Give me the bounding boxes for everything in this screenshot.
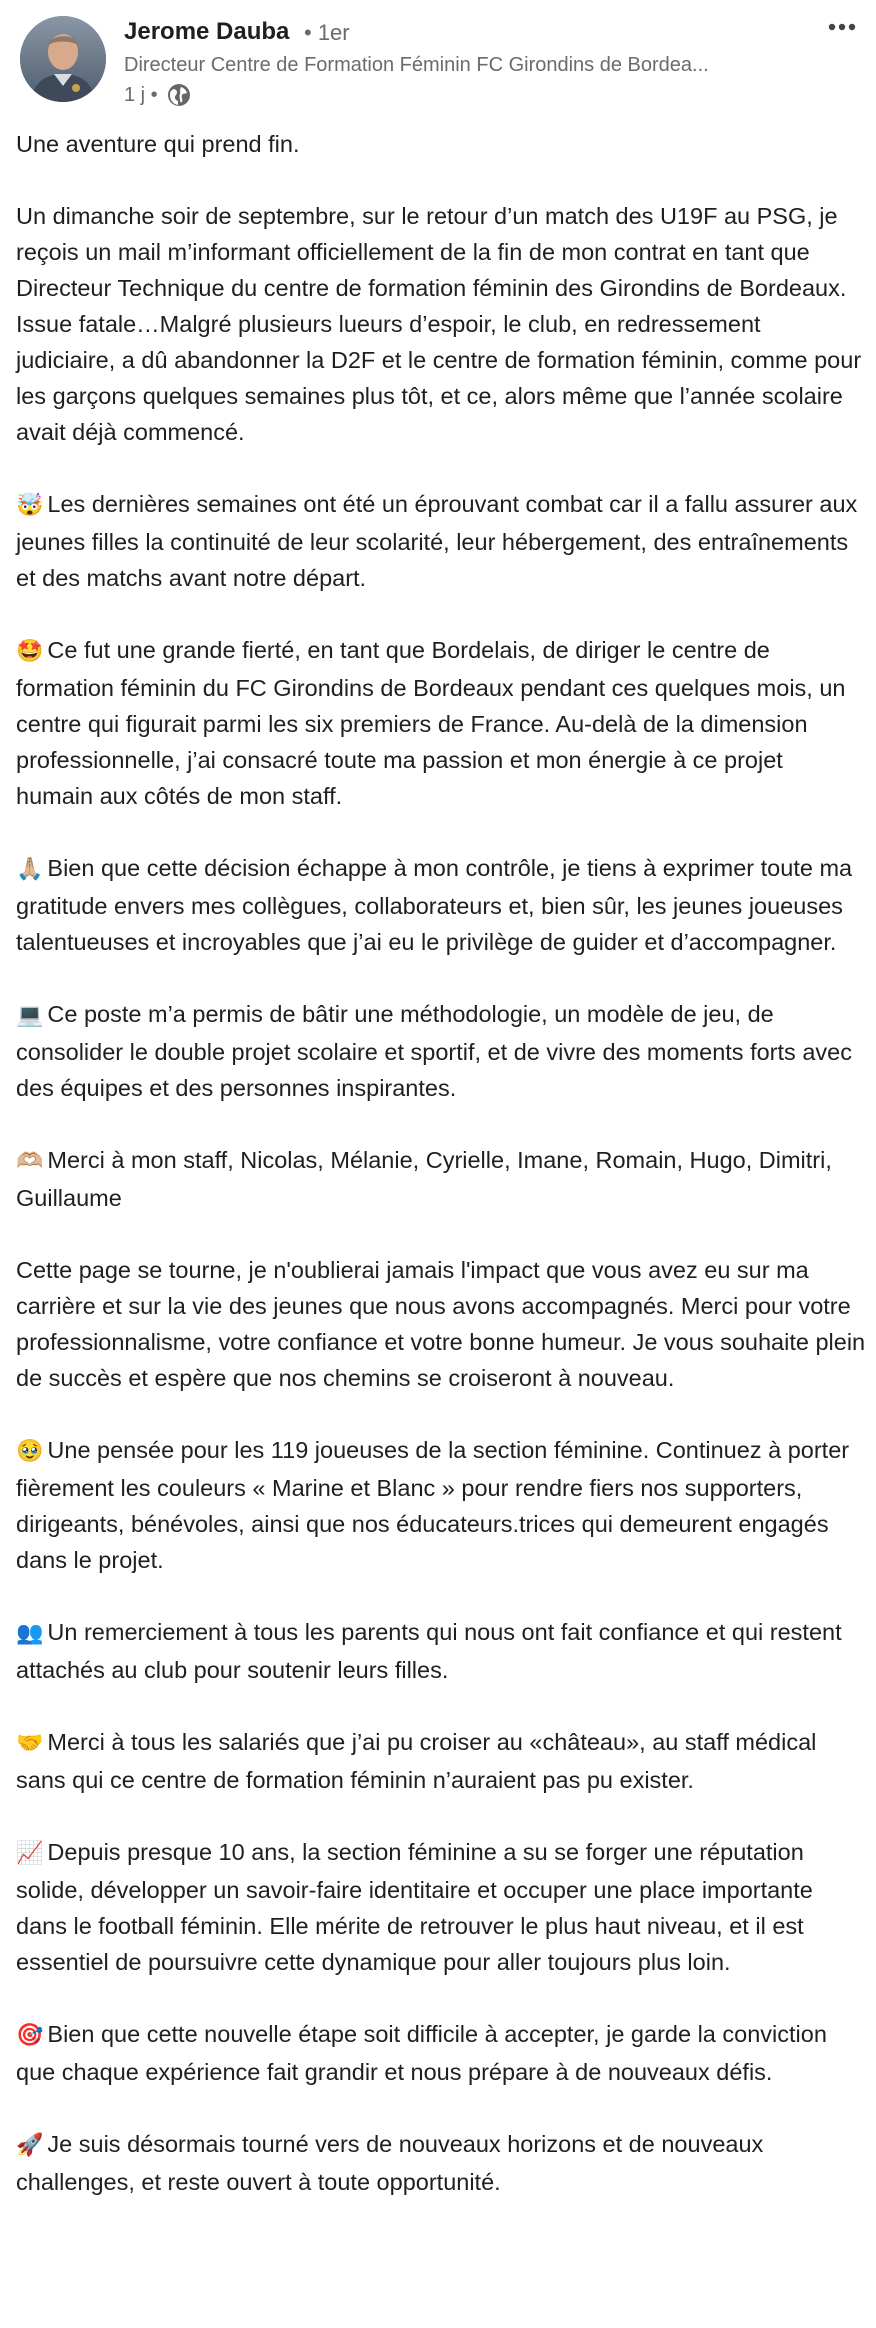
post-paragraph (16, 2126, 866, 2200)
post-paragraph (16, 198, 866, 450)
post-paragraph (16, 126, 866, 162)
connection-degree: • 1er (304, 20, 350, 45)
more-options-button[interactable] (822, 12, 862, 42)
chart-increasing-emoji-icon: 📈 (16, 1841, 44, 1866)
post-paragraph (16, 1614, 866, 1688)
praying-hands-emoji-icon: 🙏🏼 (16, 857, 44, 882)
avatar-photo-icon (20, 16, 106, 102)
holding-back-tears-emoji-icon: 🥹 (16, 1439, 44, 1464)
post-header (0, 0, 876, 120)
paragraph-text: Les dernières semaines ont été un éprouvant combat car il a fallu assurer aux jeunes filles la continuité de leur scolarité, leur hébergement, des entraînements et des matchs avant notre départ. (16, 491, 858, 591)
handshake-emoji-icon: 🤝 (16, 1731, 44, 1756)
post-body (16, 126, 866, 2200)
post-meta (124, 82, 192, 108)
paragraph-text: Ce poste m’a permis de bâtir une méthodologie, un modèle de jeu, de consolider le double projet scolaire et sportif, et de vivre des moments forts avec des équipes et des personnes inspirantes. (16, 1001, 852, 1101)
post-paragraph (16, 1432, 866, 1578)
people-emoji-icon: 👥 (16, 1621, 44, 1646)
author-headline: Directeur Centre de Formation Féminin FC Girondins de Bordea... (124, 54, 709, 76)
paragraph-text: Je suis désormais tourné vers de nouveaux horizons et de nouveaux challenges, et reste ouvert à toute opportunité. (16, 2131, 764, 2195)
paragraph-text: Merci à tous les salariés que j’ai pu croiser au «château», au staff médical sans qui ce centre de formation féminin n’auraient pas pu exister. (16, 1729, 817, 1793)
post-paragraph (16, 1252, 866, 1396)
paragraph-text: Ce fut une grande fierté, en tant que Bordelais, de diriger le centre de formation féminin du FC Girondins de Bordeaux pendant ces quelques mois, un centre qui figurait parmi les six premiers de France. Au-delà de la dimension professionnelle, j’ai consacré toute ma passion et mon énergie à ce projet humain aux côtés de mon staff. (16, 637, 846, 809)
post-paragraph (16, 2016, 866, 2090)
author-name[interactable]: Jerome Dauba (124, 18, 290, 45)
paragraph-text: Un dimanche soir de septembre, sur le retour d’un match des U19F au PSG, je reçois un mail m’informant officiellement de la fin de mon contrat en tant que Directeur Technique du centre de formation féminin des Girondins de Bordeaux. Issue fatale…Malgré plusieurs lueurs d’espoir, le club, en redressement judiciaire, a dû abandonner la D2F et le centre de formation féminin, comme pour les garçons quelques semaines plus tôt, et ce, alors même que l’année scolaire avait déjà commencé. (16, 203, 862, 445)
target-emoji-icon: 🎯 (16, 2023, 44, 2048)
rocket-emoji-icon: 🚀 (16, 2133, 44, 2158)
paragraph-text: Bien que cette décision échappe à mon contrôle, je tiens à exprimer toute ma gratitude envers mes collègues, collaborateurs et, bien sûr, les jeunes joueuses talentueuses et incroyables que j’ai eu le privilège de guider et d’accompagner. (16, 855, 853, 955)
heart-hands-emoji-icon: 🫶🏼 (16, 1149, 44, 1174)
paragraph-text: Cette page se tourne, je n'oublierai jamais l'impact que vous avez eu sur ma carrière et sur la vie des jeunes que nous avons accompagnés. Merci pour votre professionnalisme, votre confiance et votre bonne humeur. Je vous souhaite plein de succès et espère que nos chemins se croiseront à nouveau. (16, 1257, 866, 1391)
post-paragraph (16, 1834, 866, 1980)
post-paragraph (16, 996, 866, 1106)
laptop-emoji-icon: 💻 (16, 1003, 44, 1028)
paragraph-text: Depuis presque 10 ans, la section féminine a su se forger une réputation solide, développer un savoir-faire identitaire et occuper une place importante dans le football féminin. Elle mérite de retrouver le plus haut niveau, et il est essentiel de poursuivre cette dynamique pour aller toujours plus loin. (16, 1839, 813, 1975)
post-paragraph (16, 632, 866, 814)
paragraph-text: Bien que cette nouvelle étape soit difficile à accepter, je garde la conviction que chaque expérience fait grandir et nous prépare à de nouveaux défis. (16, 2021, 827, 2085)
globe-icon (166, 82, 192, 108)
post-time: 1 j • (124, 83, 158, 106)
star-struck-emoji-icon: 🤩 (16, 639, 44, 664)
avatar[interactable] (20, 16, 106, 102)
paragraph-text: Une aventure qui prend fin. (16, 131, 300, 157)
paragraph-text: Merci à mon staff, Nicolas, Mélanie, Cyrielle, Imane, Romain, Hugo, Dimitri, Guillaume (16, 1147, 832, 1211)
mind-blown-emoji-icon: 🤯 (16, 493, 44, 518)
paragraph-text: Une pensée pour les 119 joueuses de la section féminine. Continuez à porter fièrement les couleurs « Marine et Blanc » pour rendre fiers nos supporters, dirigeants, bénévoles, ainsi que nos éducateurs.trices qui demeurent engagés dans le projet. (16, 1437, 850, 1573)
post-paragraph (16, 486, 866, 596)
post-paragraph (16, 1724, 866, 1798)
post-paragraph (16, 1142, 866, 1216)
more-options-icon (827, 22, 857, 32)
post-paragraph (16, 850, 866, 960)
paragraph-text: Un remerciement à tous les parents qui nous ont fait confiance et qui restent attachés au club pour soutenir leurs filles. (16, 1619, 842, 1683)
